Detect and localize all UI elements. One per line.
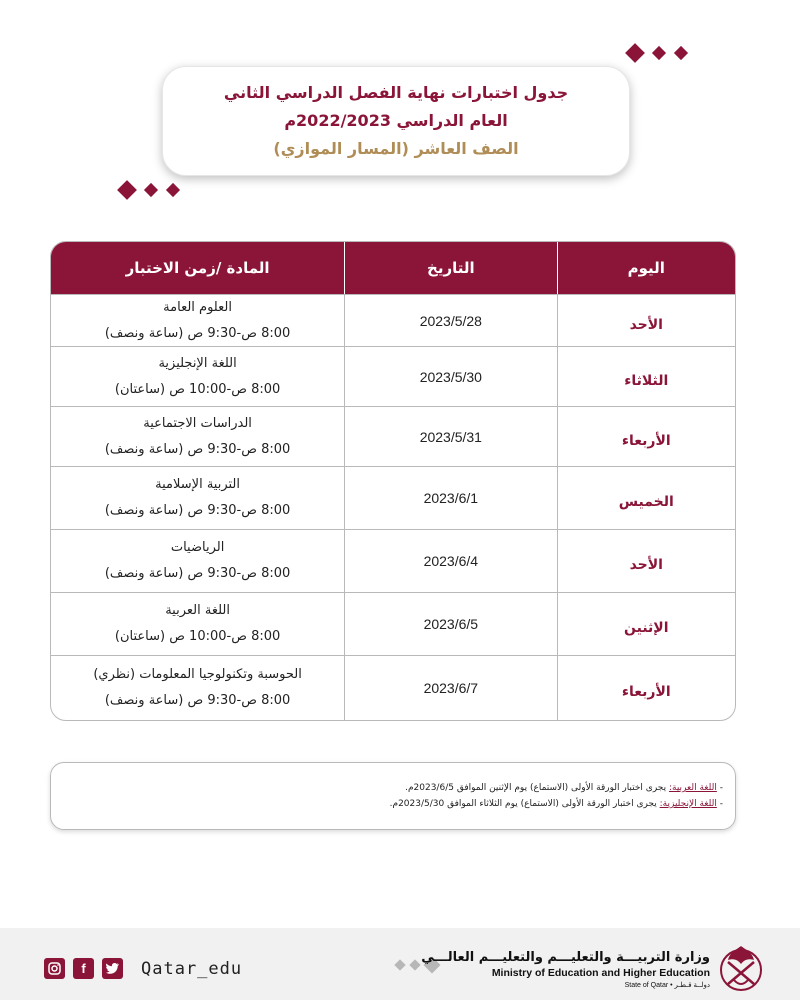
twitter-icon[interactable] — [102, 958, 123, 979]
subject-cell — [51, 530, 344, 592]
ministry-name-english: Ministry of Education and Higher Education — [491, 967, 710, 979]
exam-schedule-table — [50, 241, 736, 721]
exam-time: 8:00 ص-9:30 ص (ساعة ونصف) — [104, 693, 291, 708]
date-cell: 2023/6/5 — [344, 593, 556, 655]
academic-year: العام الدراسي 2022/2023م — [284, 111, 508, 130]
subject-cell — [51, 295, 344, 346]
subject-cell — [51, 347, 344, 406]
notes-box — [50, 762, 736, 830]
date-cell: 2023/6/4 — [344, 530, 556, 592]
diamond-icon — [144, 183, 158, 197]
date-cell: 2023/6/1 — [344, 467, 556, 529]
diamond-icon — [674, 46, 688, 60]
social-links — [44, 958, 242, 979]
facebook-icon[interactable]: f — [73, 958, 94, 979]
subject-cell — [51, 407, 344, 466]
day-cell: الثلاثاء — [557, 347, 735, 406]
subject-name: التربية الإسلامية — [155, 477, 240, 492]
day-cell: الخميس — [557, 467, 735, 529]
column-header-date: التاريخ — [344, 242, 556, 294]
day-cell: الأحد — [557, 295, 735, 346]
subject-name: الحوسبة وتكنولوجيا المعلومات (نظري) — [93, 667, 302, 682]
subject-cell — [51, 593, 344, 655]
exam-time: 8:00 ص-10:00 ص (ساعتان) — [114, 629, 281, 644]
diamond-icon — [625, 43, 645, 63]
subject-name: الرياضيات — [170, 540, 225, 555]
note-arabic-listening — [63, 780, 723, 796]
state-label: State of Qatar • دولــة قـطـر — [624, 982, 710, 989]
grade-label: الصف العاشر (المسار الموازي) — [273, 139, 519, 158]
table-row — [51, 406, 735, 466]
exam-time: 8:00 ص-10:00 ص (ساعتان) — [114, 381, 281, 397]
note-english-listening — [63, 796, 723, 812]
note-text: يجرى اختبار الورقة الأولى (الاستماع) يوم الثلاثاء الموافق 2023/5/30م. — [389, 799, 660, 809]
subject-cell — [51, 656, 344, 720]
exam-time: 8:00 ص-9:30 ص (ساعة ونصف) — [104, 503, 291, 518]
note-subject: اللغة العربية: — [668, 783, 717, 793]
day-cell: الأحد — [557, 530, 735, 592]
table-row — [51, 466, 735, 529]
exam-time: 8:00 ص-9:30 ص (ساعة ونصف) — [104, 441, 291, 457]
day-cell: الأربعاء — [557, 656, 735, 720]
qatar-emblem-icon — [716, 940, 766, 996]
subject-name: العلوم العامة — [163, 299, 232, 315]
diamond-icon — [166, 183, 180, 197]
subject-name: اللغة العربية — [165, 603, 230, 618]
ministry-name-arabic: وزارة التربيـــة والتعليـــم والتعليـــم العالـــي — [421, 950, 710, 965]
table-row — [51, 529, 735, 592]
table-row — [51, 655, 735, 720]
date-cell: 2023/5/30 — [344, 347, 556, 406]
date-cell: 2023/6/7 — [344, 656, 556, 720]
diamond-icon — [652, 46, 666, 60]
decorative-diamonds-top — [628, 46, 686, 60]
social-handle: Qatar_edu — [141, 958, 243, 979]
title-card — [162, 66, 630, 176]
table-row — [51, 346, 735, 406]
subject-name: الدراسات الاجتماعية — [143, 415, 252, 431]
ministry-name — [421, 950, 710, 992]
diamond-icon — [409, 959, 420, 970]
note-subject: اللغة الإنجليزية: — [659, 799, 717, 809]
column-header-subject: المادة /زمن الاختبار — [125, 259, 270, 277]
exam-time: 8:00 ص-9:30 ص (ساعة ونصف) — [104, 566, 291, 581]
subject-name: اللغة الإنجليزية — [158, 355, 237, 371]
note-bullet: - — [719, 783, 723, 793]
table-row — [51, 592, 735, 655]
diamond-icon — [394, 959, 405, 970]
table-row — [51, 294, 735, 346]
day-cell: الأربعاء — [557, 407, 735, 466]
table-header — [51, 242, 735, 294]
diamond-icon — [117, 180, 137, 200]
date-cell: 2023/5/28 — [344, 295, 556, 346]
column-header-day: اليوم — [557, 242, 735, 294]
page-title: جدول اختبارات نهاية الفصل الدراسي الثاني — [223, 83, 569, 102]
subject-cell — [51, 467, 344, 529]
decorative-diamonds-bottom — [120, 183, 178, 197]
date-cell: 2023/5/31 — [344, 407, 556, 466]
note-text: يجرى اختبار الورقة الأولى (الاستماع) يوم الإثنين الموافق 2023/6/5م. — [405, 783, 669, 793]
instagram-icon[interactable] — [44, 958, 65, 979]
note-bullet: - — [719, 799, 723, 809]
footer — [0, 928, 800, 1000]
day-cell: الإثنين — [557, 593, 735, 655]
exam-time: 8:00 ص-9:30 ص (ساعة ونصف) — [104, 325, 291, 341]
